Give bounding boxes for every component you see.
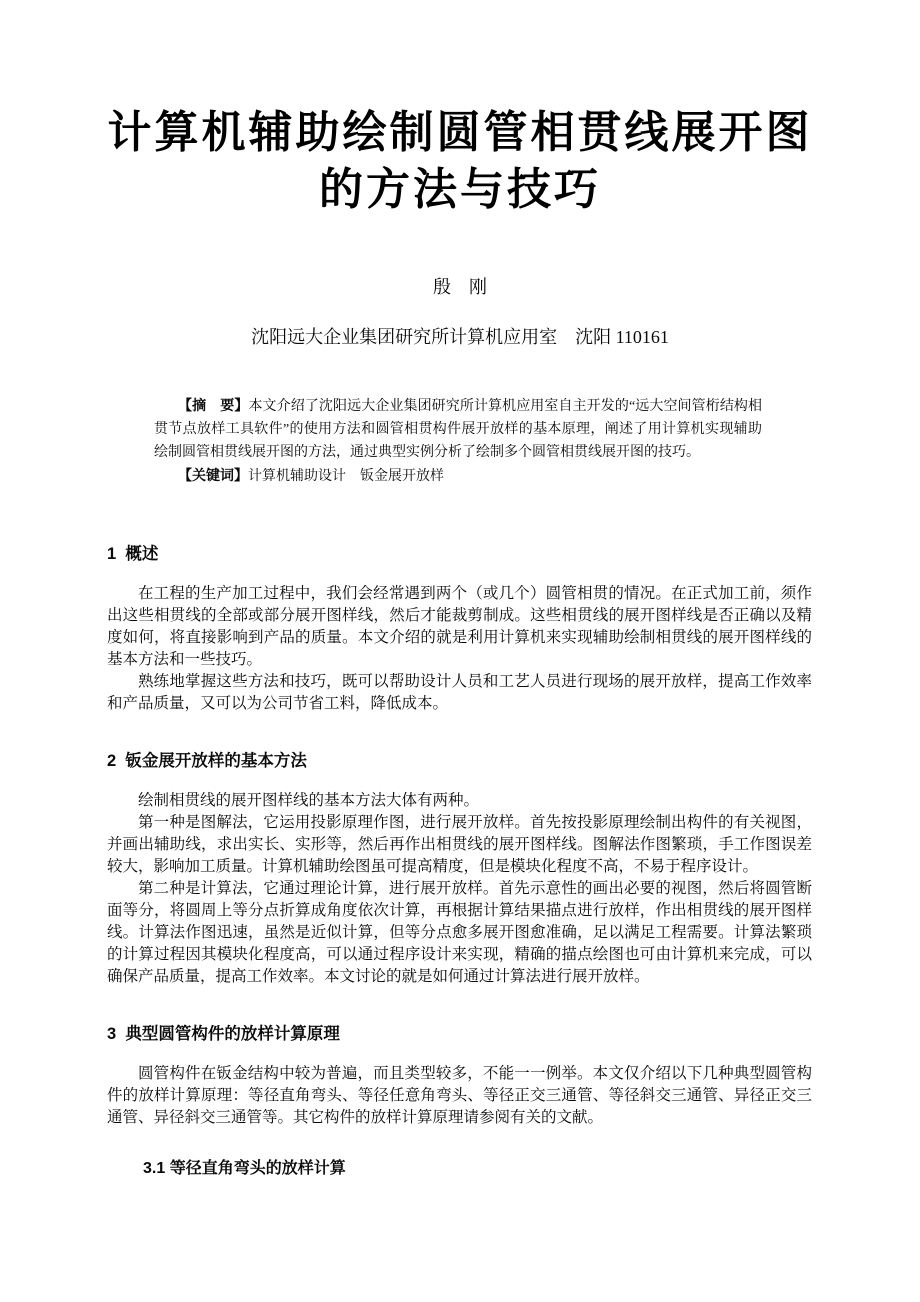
section-3-paragraph-1: 圆管构件在钣金结构中较为普遍，而且类型较多，不能一一例举。本文仅介绍以下几种典型圆管构件的放样计算原理：等径直角弯头、等径任意角弯头、等径正交三通管、等径斜交三通管、异径正交三通管、异径斜交三通管等。其它构件的放样计算原理请参阅有关的文献。 [107,1065,812,1126]
section-1-paragraph-2: 熟练地掌握这些方法和技巧，既可以帮助设计人员和工艺人员进行现场的展开放样，提高工作效率和产品质量，又可以为公司节省工料，降低成本。 [107,673,812,712]
section-2-paragraph-3: 第二种是计算法，它通过理论计算，进行展开放样。首先示意性的画出必要的视图，然后将圆管断面等分，将圆周上等分点折算成角度依次计算，再根据计算结果描点进行放样，作出相贯线的展开图样线。计算法作图迅速，虽然是近似计算，但等分点愈多展开图愈准确，足以满足工程需要。计算法繁琐的计算过程因其模块化程度高，可以通过程序设计来实现，精确的描点绘图也可由计算机来完成，可以确保产品质量，提高工作效率。本文讨论的就是如何通过计算法进行展开放样。 [107,880,812,985]
abstract-text: 本文介绍了沈阳远大企业集团研究所计算机应用室自主开发的“远大空间管桁结构相贯节点放样工具软件”的使用方法和圆管相贯构件展开放样的基本原理，阐述了用计算机实现辅助绘制圆管相贯线展开图的方法，通过典型实例分析了绘制多个圆管相贯线展开图的技巧。 [154,399,763,460]
abstract-paragraph [154,394,762,464]
abstract-label: 【摘 要】 [178,397,249,413]
paper-title [0,0,920,218]
paper-title-line-1: 计算机辅助绘制圆管相贯线展开图 [107,108,813,157]
section-3-heading: 3 典型圆管构件的放样计算原理 [107,1025,340,1043]
body-column [107,544,812,1179]
keywords-paragraph [154,464,762,488]
section-2-heading: 2 钣金展开放样的基本方法 [107,752,307,770]
section-1-paragraph-1: 在工程的生产加工过程中，我们会经常遇到两个（或几个）圆管相贯的情况。在正式加工前，须作出这些相贯线的全部或部分展开图样线，然后才能裁剪制成。这些相贯线的展开图样线是否正确以及精度如何，将直接影响到产品的质量。本文介绍的就是利用计算机来实现辅助绘制相贯线的展开图样线的基本方法和一些技巧。 [107,585,812,668]
paper-title-line-2: 的方法与技巧 [319,165,601,214]
author: 殷 刚 [433,277,487,297]
section-2-paragraph-2: 第一种是图解法，它运用投影原理作图，进行展开放样。首先按投影原理绘制出构件的有关视图，并画出辅助线，求出实长、实形等，然后再作出相贯线的展开图样线。图解法作图繁琐，手工作图误差较大，影响加工质量。计算机辅助绘图虽可提高精度，但是模块化程度不高，不易于程序设计。 [107,814,812,875]
subsection-3-1-heading: 3.1 等径直角弯头的放样计算 [143,1160,346,1177]
section-1-heading: 1 概述 [107,545,159,563]
affiliation: 沈阳远大企业集团研究所计算机应用室 沈阳 110161 [251,327,669,347]
abstract-block [154,394,762,488]
keywords-text: 计算机辅助设计 钣金展开放样 [248,469,444,484]
section-2-paragraph-1: 绘制相贯线的展开图样线的基本方法大体有两种。 [138,792,480,809]
keywords-label: 【关键词】 [178,467,248,483]
